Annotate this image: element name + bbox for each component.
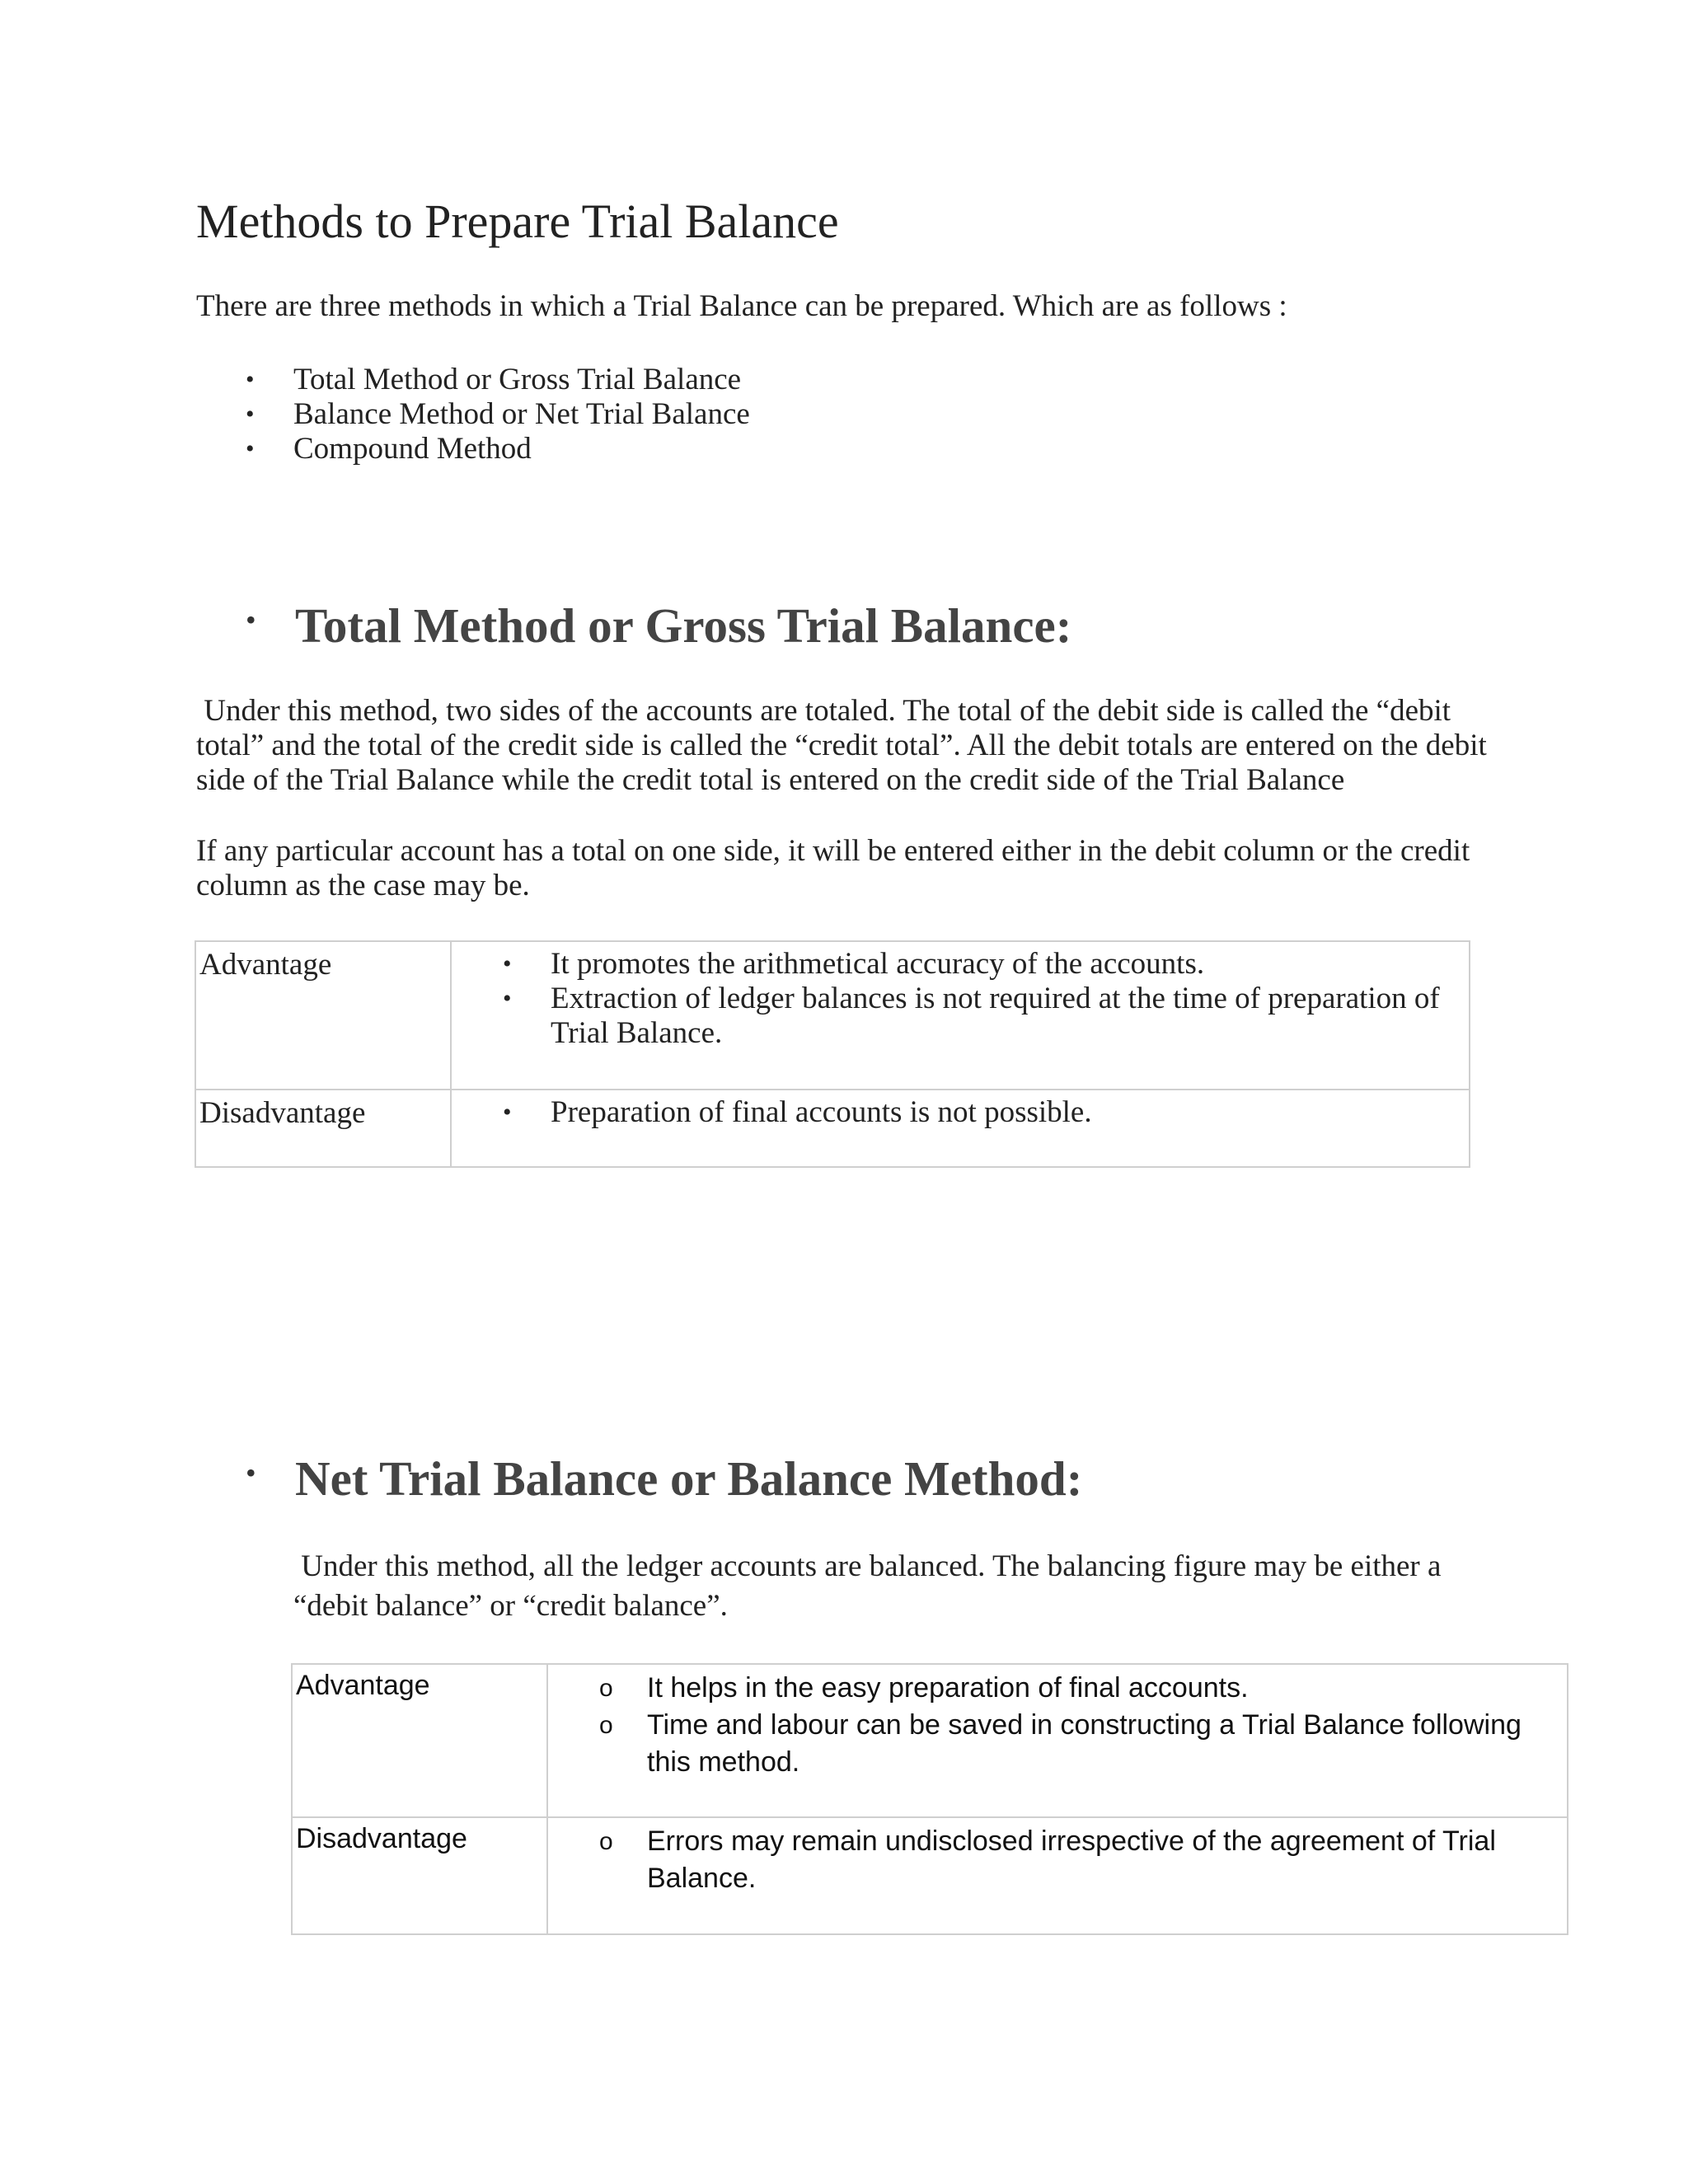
list-item: o Time and labour can be saved in constructing a Trial Balance following this method. xyxy=(548,1707,1542,1781)
bullet-icon: • xyxy=(246,435,255,462)
list-item: • Balance Method or Net Trial Balance xyxy=(246,397,750,431)
bullet-icon: • xyxy=(503,1099,512,1126)
section-heading-total-method: • Total Method or Gross Trial Balance: xyxy=(246,598,1072,653)
advantage-label: Advantage xyxy=(199,948,332,982)
disadvantage-label: Disadvantage xyxy=(199,1096,366,1130)
disadvantages-list xyxy=(452,1090,1469,1130)
section-heading-net-method: • Net Trial Balance or Balance Method: xyxy=(246,1451,1083,1506)
circle-bullet-icon: o xyxy=(599,1828,613,1855)
disadvantages-list xyxy=(548,1818,1567,1897)
section2-paragraph: Under this method, all the ledger accounts are balanced. The balancing figure may be either a “debit balance” or “credit balance”. xyxy=(293,1549,1442,1623)
advantage-label: Advantage xyxy=(296,1670,430,1701)
bullet-icon: • xyxy=(246,603,256,636)
list-item: • Preparation of final accounts is not possible. xyxy=(503,1095,1092,1129)
intro-text: There are three methods in which a Trial Balance can be prepared. Which are as follows : xyxy=(196,289,1287,323)
bullet-icon: • xyxy=(503,985,512,1012)
advantages-list xyxy=(452,942,1469,1051)
advantages-list xyxy=(548,1665,1567,1781)
disadvantage-label: Disadvantage xyxy=(296,1823,467,1854)
list-item: • Extraction of ledger balances is not required at the time of preparation of Trial Balance. xyxy=(503,982,1440,1050)
table-row xyxy=(292,1664,1568,1817)
list-item: • It promotes the arithmetical accuracy of the accounts. xyxy=(503,947,1205,981)
section1-paragraph: Under this method, two sides of the accounts are totaled. The total of the debit side is called the “debit total” and the total of the credit side is called the “credit total”. All the debit totals are entered on the debit side of the Trial Balance while the credit total is entered on the credit side of the Trial Balance xyxy=(196,694,1487,797)
list-item: o Errors may remain undisclosed irrespective of the agreement of Trial Balance. xyxy=(548,1823,1542,1897)
bullet-icon: • xyxy=(246,1456,256,1489)
table-row xyxy=(292,1817,1568,1934)
list-item: • Compound Method xyxy=(246,432,532,466)
list-item: o It helps in the easy preparation of final accounts. xyxy=(548,1670,1542,1707)
advantage-table-net-method xyxy=(291,1663,1568,1935)
bullet-icon: • xyxy=(246,366,255,393)
methods-list xyxy=(196,363,750,466)
circle-bullet-icon: o xyxy=(599,1712,613,1739)
bullet-icon: • xyxy=(503,950,512,977)
circle-bullet-icon: o xyxy=(599,1675,613,1702)
list-item: • Total Method or Gross Trial Balance xyxy=(246,363,742,396)
page-title: Methods to Prepare Trial Balance xyxy=(196,194,839,248)
section1-paragraph-2: If any particular account has a total on one side, it will be entered either in the debit column or the credit column as the case may be. xyxy=(196,834,1470,902)
advantage-table-total-method xyxy=(195,940,1470,1168)
table-row xyxy=(195,941,1470,1090)
bullet-icon: • xyxy=(246,401,255,428)
table-row xyxy=(195,1090,1470,1167)
